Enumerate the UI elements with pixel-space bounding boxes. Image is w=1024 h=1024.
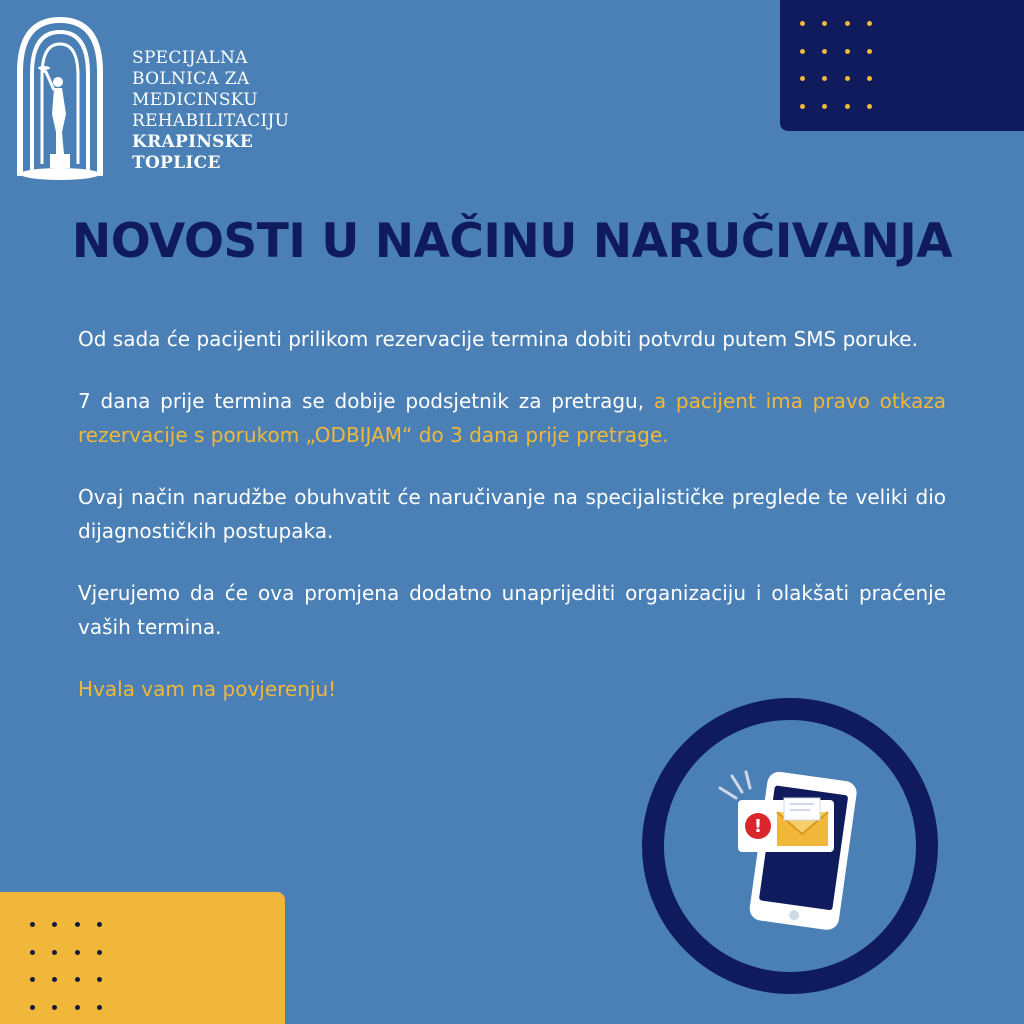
paragraph-reminder — [78, 384, 946, 452]
logo-line: MEDICINSKU — [132, 90, 258, 110]
dot-grid-decoration — [800, 21, 889, 131]
phone-sms-notification-icon — [640, 696, 940, 996]
reminder-text: 7 dana prije termina se dobije podsjetnik za pretragu, — [78, 389, 654, 413]
logo-line-bold: KRAPINSKE — [132, 132, 254, 152]
logo-line: REHABILITACIJU — [132, 111, 290, 131]
logo-wordmark — [132, 48, 289, 174]
logo-line: SPECIJALNA — [132, 48, 248, 68]
logo-line: BOLNICA ZA — [132, 69, 250, 89]
announcement-body — [78, 322, 946, 734]
cancellation-highlight: a pacijent ima pravo otkaza rezervacije s porukom „ODBIJAM“ do 3 dana prije pretrage. — [78, 389, 946, 447]
hospital-logo — [12, 14, 312, 184]
page-title: NOVOSTI U NAČINU NARUČIVANJA — [71, 214, 953, 269]
dot-grid-decoration — [30, 922, 119, 1024]
paragraph-benefit: Vjerujemo da će ova promjena dodatno unaprijediti organizaciju i olakšati praćenje vaših termina. — [78, 581, 946, 639]
paragraph-scope: Ovaj način narudžbe obuhvatit će naručivanje na specijalističke preglede te veliki dio dijagnostičkih postupaka. — [78, 485, 946, 543]
paragraph-sms-confirmation: Od sada će pacijenti prilikom rezervacije termina dobiti potvrdu putem SMS poruke. — [78, 327, 918, 351]
logo-line-bold: TOPLICE — [132, 153, 221, 173]
thank-you-note: Hvala vam na povjerenju! — [78, 677, 337, 701]
alert-glyph: ! — [753, 816, 763, 837]
fountain-statue-emblem-icon — [12, 14, 108, 184]
